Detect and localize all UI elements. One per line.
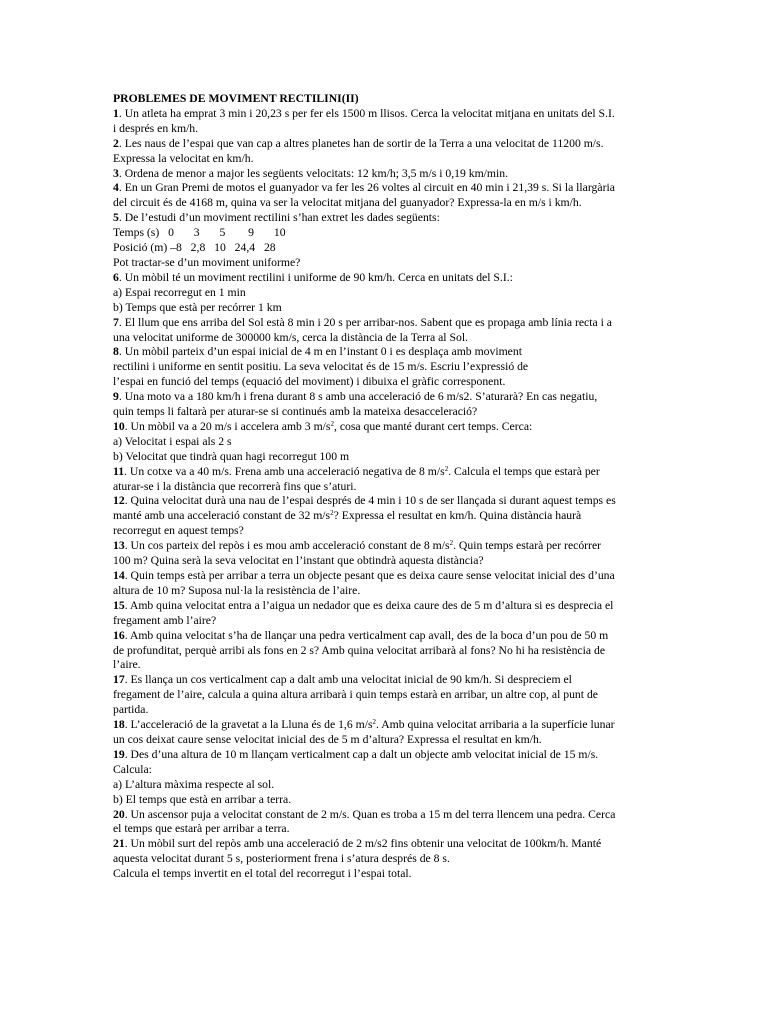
problem-17 [113, 673, 663, 718]
problem-13 [113, 539, 663, 569]
problem-number: 15 [113, 598, 125, 612]
problem-number: 19 [113, 747, 125, 761]
problem-text: . Calcula el temps que estarà per [448, 464, 600, 478]
document-title: PROBLEMES DE MOVIMENT RECTILINI(II) [113, 92, 359, 105]
problem-text: . Un ascensor puja a velocitat constant de 2 m/s. Quan es troba a 15 m del terra llencem una pedra. Cerca [124, 807, 616, 821]
problem-18 [113, 718, 663, 748]
problem-14 [113, 569, 663, 599]
problem-15 [113, 599, 663, 629]
problem-text: . Ordena de menor a major les següents velocitats: 12 km/h; 3,5 m/s i 0,19 km/min. [118, 166, 509, 180]
problem-number: 16 [113, 628, 125, 642]
problem-4 [113, 181, 663, 211]
problem-number: 11 [113, 464, 125, 478]
problem-text: . Un atleta ha emprat 3 min i 20,23 s per fer els 1500 m llisos. Cerca la velocitat mitjana en unitats del S.I. [118, 106, 615, 120]
data-row-position [113, 241, 663, 256]
problem-16 [113, 629, 663, 674]
problem-text: . Una moto va a 180 km/h i frena durant 8 s amb una acceleració de 6 m/s2. S’aturarà? En cas negatiu, [118, 390, 598, 404]
problem-text: 100 m? Quina serà la seva velocitat en l’instant que obtindrà aquesta distància? [113, 554, 484, 568]
problem-text: fregament amb l’aire? [113, 613, 217, 627]
problem-9 [113, 390, 663, 420]
problem-text: ? Expressa el resultat en km/h. Quina distància haurà [333, 509, 582, 523]
problem-7 [113, 316, 663, 346]
data-row-time [113, 226, 663, 241]
problem-2 [113, 137, 663, 167]
problem-20 [113, 808, 663, 838]
problem-text: una velocitat uniforme de 300000 km/s, cerca la distància de la Terra al Sol. [113, 330, 468, 344]
problem-number: 13 [113, 539, 125, 553]
problem-text: . Un mòbil surt del repòs amb una acceleració de 2 m/s2 fins obtenir una velocitat de 100km/h. Manté [124, 837, 602, 851]
problem-text: . Un cos parteix del repòs i es mou amb acceleració constant de 8 m/s [124, 539, 450, 553]
problem-text: aquesta velocitat durant 5 s, posteriorment frena i s’atura després de 8 s. [113, 852, 450, 866]
data-cell: 24,4 [234, 241, 256, 255]
problem-text: . Amb quina velocitat s’ha de llançar una pedra verticalment cap avall, des de la boca d’un pou de 50 m [124, 628, 609, 642]
problem-number: 10 [113, 419, 125, 433]
problem-text: recorregut en aquest temps? [113, 524, 244, 538]
problem-number: 21 [113, 837, 125, 851]
problem-text: . L’acceleració de la gravetat a la Lluna és de 1,6 m/s [124, 718, 373, 732]
problem-number: 4 [113, 181, 119, 195]
problem-number: 6 [113, 270, 119, 284]
problem-number: 8 [113, 345, 119, 359]
data-cell: 10 [273, 226, 286, 240]
problem-12 [113, 494, 663, 539]
problem-text: . Les naus de l’espai que van cap a altres planetes han de sortir de la Terra a una velocitat de 11200 m/s. [118, 136, 604, 150]
problem-5 [113, 211, 663, 271]
problem-number: 18 [113, 718, 125, 732]
data-cell: 3 [193, 226, 200, 240]
problem-text: . Quina velocitat durà una nau de l’espai després de 4 min i 10 s de ser llançada si durant aquest temps es [124, 494, 616, 508]
problem-text: . Un cotxe va a 40 m/s. Frena amb una acceleració negativa de 8 m/s [124, 464, 445, 478]
problem-text: Expressa la velocitat en km/h. [113, 151, 254, 165]
data-cell: 0 [168, 226, 174, 240]
problem-text: . El llum que ens arriba del Sol està 8 min i 20 s per arribar-nos. Sabent que es propaga amb línia recta i a [118, 315, 612, 329]
problem-number: 2 [113, 136, 119, 150]
problem-text: , cosa que manté durant cert temps. Cerca: [333, 419, 533, 433]
problem-text: . Quin temps estarà per recórrer [453, 539, 602, 553]
problem-text: Pot tractar-se d’un moviment uniforme? [113, 255, 301, 269]
problem-1 [113, 107, 663, 137]
problem-text: . Un mòbil va a 20 m/s i accelera amb 3 m/s [124, 419, 331, 433]
problem-text: l’aire. [113, 658, 141, 672]
problem-text: . Un mòbil parteix d’un espai inicial de 4 m en l’instant 0 i es desplaça amb moviment [118, 345, 522, 359]
problem-text: Calcula: [113, 762, 152, 776]
problem-text: fregament de l’aire, calcula a quina altura arribarà i quin temps estarà en arribar, un altre cop, al punt de [113, 688, 598, 702]
problem-text: . Un mòbil té un moviment rectilini i uniforme de 90 km/h. Cerca en unitats del S.I.: [118, 270, 513, 284]
sub-question: a) Velocitat i espai als 2 s [113, 434, 232, 448]
sub-question: b) Velocitat que tindrà quan hagi recorregut 100 m [113, 449, 350, 463]
problem-number: 9 [113, 390, 119, 404]
data-cell: 9 [248, 226, 254, 240]
problem-text: Calcula el temps invertit en el total del recorregut i l’espai total. [113, 867, 412, 881]
data-cell: 2,8 [190, 241, 206, 255]
data-cell: –8 [170, 241, 182, 255]
row-label: Posició (m) [113, 241, 168, 255]
problem-number: 7 [113, 315, 119, 329]
problem-text: altura de 10 m? Suposa nul·la la resistència de l’aire. [113, 583, 361, 597]
sub-question: b) El temps que està en arribar a terra. [113, 792, 292, 806]
problem-21 [113, 837, 663, 882]
problem-text: el temps que estarà per arribar a terra. [113, 822, 290, 836]
problem-text: . Des d’una altura de 10 m llançam verticalment cap a dalt un objecte amb velocitat inicial de 15 m/s. [124, 747, 599, 761]
problem-10 [113, 420, 663, 465]
problem-text: rectilini i uniforme en sentit positiu. La seva velocitat és de 15 m/s. Escriu l’expressió de [113, 360, 529, 374]
problem-text: . De l’estudi d’un moviment rectilini s’han extret les dades següents: [118, 211, 440, 225]
problem-number: 1 [113, 106, 119, 120]
problem-text: manté amb una acceleració constant de 32 m/s [113, 509, 331, 523]
problem-8 [113, 345, 663, 390]
problem-number: 12 [113, 494, 125, 508]
data-cell: 28 [263, 241, 276, 255]
problem-6 [113, 271, 663, 316]
data-cell: 5 [219, 226, 226, 240]
problem-text: . Es llança un cos verticalment cap a dalt amb una velocitat inicial de 90 km/h. Si despreciem el [124, 673, 572, 687]
row-label: Temps (s) [113, 226, 160, 240]
problem-number: 20 [113, 807, 125, 821]
problem-text: l’espai en funció del temps (equació del moviment) i dibuixa el gràfic corresponent. [113, 375, 506, 389]
problem-sheet [113, 92, 663, 882]
problem-number: 14 [113, 569, 125, 582]
problem-text: . Amb quina velocitat entra a l’aigua un nedador que es deixa caure des de 5 m d’altura si es desprecia el [124, 598, 614, 612]
problem-text: del circuit és de 4168 m, quina va ser la velocitat mitjana del guanyador? Expressa-la en m/s i km/h. [113, 196, 582, 210]
problem-text: aturar-se i la distància que recorrerà fins que s’aturi. [113, 479, 357, 493]
problem-text: i després en km/h. [113, 121, 199, 135]
problem-19 [113, 748, 663, 808]
problem-text: partida. [113, 703, 149, 717]
data-cell: 10 [214, 241, 226, 255]
sub-question: a) Espai recorregut en 1 min [113, 285, 246, 299]
superscript: 2 [372, 718, 376, 727]
superscript: 2 [330, 509, 334, 518]
problem-text: . Quin temps està per arribar a terra un objecte pesant que es deixa caure sense velocitat inicial des d’una [124, 569, 615, 582]
superscript: 2 [444, 464, 449, 473]
problem-text: de profunditat, perquè arribi als fons en 2 s? Amb quina velocitat arribarà al fons? No hi ha resistència de [113, 643, 606, 657]
problem-number: 3 [113, 166, 119, 180]
superscript: 2 [449, 539, 454, 548]
problem-number: 17 [113, 673, 125, 687]
problem-11 [113, 465, 663, 495]
problem-text: . Amb quina velocitat arribaria a la superfície lunar [376, 718, 615, 732]
problem-text: quin temps li faltarà per aturar-se si continués amb la mateixa desacceleració? [113, 405, 478, 419]
superscript: 2 [330, 419, 334, 428]
problem-number: 5 [113, 211, 119, 225]
problem-text: . En un Gran Premi de motos el guanyador va fer les 26 voltes al circuit en 40 min i 21,39 s. Si la llargària [118, 181, 615, 195]
problem-text: un cos deixat caure sense velocitat inicial des de 5 m d’altura? Expressa el resultat en km/h. [113, 732, 542, 746]
sub-question: b) Temps que està per recórrer 1 km [113, 300, 282, 314]
sub-question: a) L’altura màxima respecte al sol. [113, 777, 275, 791]
problem-3 [113, 167, 663, 182]
